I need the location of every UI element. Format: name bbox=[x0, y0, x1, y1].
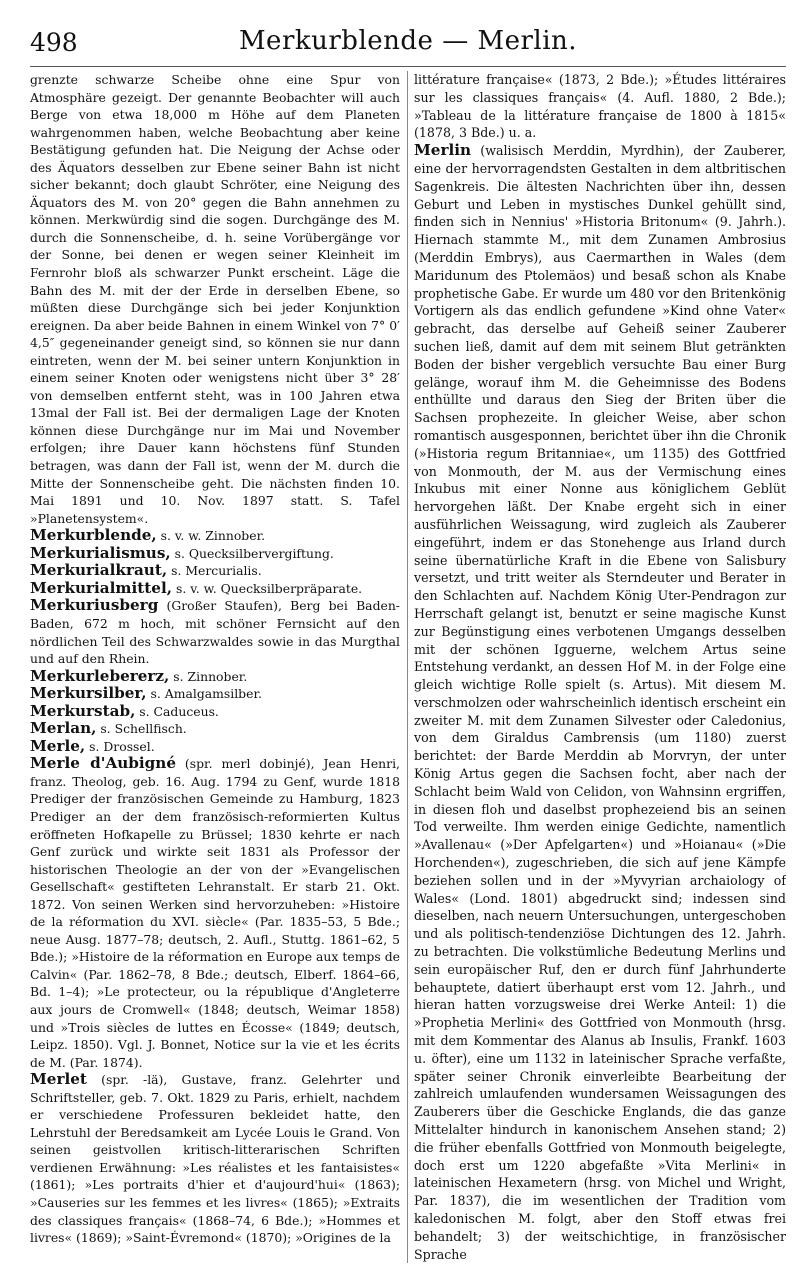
dictionary-entry bbox=[30, 1071, 400, 1246]
header-rule bbox=[30, 66, 786, 67]
entry-text: s. Zinnober. bbox=[169, 668, 248, 684]
dictionary-entry bbox=[30, 755, 400, 1071]
dictionary-entry bbox=[414, 142, 786, 1263]
left-column bbox=[30, 71, 400, 1271]
entry-headword: Merkurialismus, bbox=[30, 543, 171, 562]
entry-text: s. Caduceus. bbox=[135, 703, 219, 719]
entry-text: s. Quecksilbervergiftung. bbox=[170, 545, 334, 561]
entry-headword: Merkuriusberg bbox=[30, 596, 159, 615]
entry-headword: Merkurstab, bbox=[30, 701, 136, 720]
dictionary-entry bbox=[30, 685, 400, 703]
dictionary-entry bbox=[30, 738, 400, 756]
dictionary-entry bbox=[30, 527, 400, 545]
entry-headword: Merkurialmittel, bbox=[30, 578, 173, 597]
dictionary-entry bbox=[30, 580, 400, 598]
entry-headword: Merle d'Aubigné bbox=[30, 754, 176, 773]
dictionary-entry bbox=[30, 597, 400, 667]
entry-text: (spr. merl dobinjé), Jean Henri, franz. Theolog, geb. 16. Aug. 1794 zu Genf, wurde 1818 Prediger der französischen Gemeinde zu Hamburg, 1823 Prediger an der dem französisch-reformierten Kultus eröffneten Hofkapelle zu Brüssel; 1830 kehrte er nach Genf zurück und wirkte seit 1831 als Professor der historischen Theologie an der von der »Evangelischen Gesellschaft« gestifteten Lehranstalt. Er starb 21. Okt. 1872. Von seinen Werken sind hervorzuheben: »Histoire de la réformation du XVI. siècle« (Par. 1835–53, 5 Bde.; neue Ausg. 1877–78; deutsch, 2. Aufl., Stuttg. 1861–62, 5 Bde.); »Histoire de la réformation en Europe aux temps de Calvin« (Par. 1862–78, 8 Bde.; deutsch, Elberf. 1864–66, Bd. 1–4); »Le protecteur, ou la république d'Angleterre aux jours de Cromwell« (1848; deutsch, Weimar 1858) und »Trois siècles de luttes en Écosse« (1849; deutsch, Leipz. 1850). Vgl. J. Bonnet, Notice sur la vie et les écrits de M. (Par. 1874). bbox=[30, 756, 400, 1070]
entry-headword: Merkursilber, bbox=[30, 684, 147, 703]
entry-headword: Merlin bbox=[414, 141, 472, 160]
entry-text: s. Drossel. bbox=[85, 738, 155, 754]
entry-headword: Merle, bbox=[30, 736, 86, 755]
dictionary-entry bbox=[30, 703, 400, 721]
entry-headword: Merkurblende, bbox=[30, 526, 157, 545]
entry-headword: Merkurialkraut, bbox=[30, 561, 168, 580]
entry-text: s. Amalgamsilber. bbox=[146, 686, 262, 702]
entry-text: littérature française« (1873, 2 Bde.); »Études littéraires sur les classiques français« (4. Aufl. 1880, 2 Bde.); »Tableau de la littérature française de 1800 à 1815« (1878, 3 Bde.) u. a. bbox=[414, 72, 786, 141]
entry-text: s. v. w. Zinnober. bbox=[156, 528, 266, 544]
column-divider bbox=[407, 71, 408, 1263]
continued-text bbox=[414, 71, 786, 142]
dictionary-entry bbox=[30, 545, 400, 563]
page-header bbox=[30, 20, 786, 62]
dictionary-entry bbox=[30, 562, 400, 580]
entry-text: grenzte schwarze Scheibe ohne eine Spur von Atmosphäre gezeigt. Der genannte Beobachter will auch Berge von etwa 18,000 m Höhe auf dem Planeten wahrgenommen haben, welche Beobachtung aber keine Bestätigung gefunden hat. Die Neigung der Achse oder des Äquators desselben zur Ebene seiner Bahn ist nicht sicher bekannt; doch glaubt Schröter, eine Neigung des Äquators des M. von 20° gegen die Bahn annehmen zu können. Merkwürdig sind die sogen. Durchgänge des M. durch die Sonnenscheibe, d. h. seine Vorübergänge vor der Sonne, bei denen er wegen seiner Kleinheit im Fernrohr bloß als schwarzer Punkt erscheint. Läge die Bahn des M. mit der der Erde in derselben Ebene, so müßten diese Durchgänge sich bei jeder Konjunktion ereignen. Da aber beide Bahnen in einem Winkel von 7° 0′ 4,5″ gegeneinander geneigt sind, so können sie nur dann eintreten, wenn der M. bei seiner untern Konjunktion in einem seiner Knoten oder wenigstens nicht über 3° 28′ von demselben entfernt steht, was in 100 Jahren etwa 13mal der Fall ist. Bei der dermaligen Lage der Knoten können diese Durchgänge nur im Mai und November erfolgen; ihre Dauer kann höchstens fünf Stunden betragen, was dann der Fall ist, wenn der M. durch die Mitte der Sonnenscheibe geht. Die nächsten finden 10. Mai 1891 und 10. Nov. 1897 statt. S. Tafel »Planetensystem«. bbox=[30, 72, 400, 526]
dictionary-entry bbox=[30, 720, 400, 738]
entry-text: (spr. -lä), Gustave, franz. Gelehrter und Schriftsteller, geb. 7. Okt. 1829 zu Paris, erhielt, nachdem er verschiedene Professuren bekleidet hatte, den Lehrstuhl der Beredsamkeit am Lycée Louis le Grand. Von seinen geistvollen kritisch-litterarischen Schriften verdienen Erwähnung: »Les réalistes et les fantaisistes« (1861); »Les portraits d'hier et d'aujourd'hui« (1863); »Causeries sur les femmes et les livres« (1865); »Extraits des classiques français« (1868–74, 6 Bde.); »Hommes et livres« (1869); »Saint-Évremond« (1870); »Origines de la bbox=[30, 1072, 400, 1246]
entry-text: s. Mercurialis. bbox=[167, 563, 262, 579]
entry-headword: Merlan, bbox=[30, 719, 97, 738]
entry-headword: Merlet bbox=[30, 1070, 87, 1089]
page-number: 498 bbox=[30, 28, 78, 57]
entry-text: (Großer Staufen), Berg bei Baden-Baden, 672 m hoch, mit schöner Fernsicht auf den nördlichen Teil des Schwarzwaldes sowie in das Murgthal und auf den Rhein. bbox=[30, 598, 400, 667]
dictionary-entry bbox=[30, 668, 400, 686]
entry-text: s. Schellfisch. bbox=[96, 721, 187, 737]
entry-text: (walisisch Merddin, Myrdhin), der Zauberer, eine der hervorragendsten Gestalten in dem altbritischen Sagenkreis. Die ältesten Nachrichten über ihn, dessen Geburt und Leben in mystisches Dunkel gehüllt sind, finden sich in Nennius' »Historia Britonum« (9. Jahrh.). Hiernach stammte M., mit dem Zunamen Ambrosius (Merddin Embrys), aus Caermarthen in Wales (dem Maridunum des Ptolemäos) und besaß schon als Knabe prophetische Gabe. Er wurde um 480 vor den Britenkönig Vortigern als das endlich gefundene »Kind ohne Vater« gebracht, das derselbe auf Geheiß seiner Zauberer suchen ließ, damit auf dem mit seinem Blut getränkten Boden der bisher vergeblich versuchte Bau einer Burg gelänge, worauf ihm M. die Geheimnisse des Bodens enthüllte und daraus den Sieg der Briten über die Sachsen prophezeite. In gleicher Weise, aber schon romantisch ausgesponnen, berichtet über ihn die Chronik (»Historia regum Britanniae«, um 1135) des Gottfried von Monmouth, der M. aus der Vermischung eines Inkubus mit einer Nonne aus königlichem Geblüt hervorgehen läßt. Der Knabe ergeht sich in einer ausführlichen Weissagung, wird zugleich als Zauberer eingeführt, indem er das Stonehenge aus Irland durch seine übernatürliche Kraft in die Ebene von Salisbury versetzt, und tritt weiter als Sterndeuter und Berater in den Schlachten auf. Nachdem König Uter-Pendragon zur Herrschaft gelangt ist, benutzt er seine magische Kunst zur Begünstigung eines verbotenen Umgangs desselben mit der schönen Igguerne, welchem Artus seine Entstehung verdankt, an dessen Hof M. in der Folge eine gleich wichtige Rolle spielt (s. Artus). Mit diesem M. verschmolzen oder wahrscheinlich identisch erscheint ein zweiter M. mit dem Zunamen Silvester oder Caledonius, von dem Giraldus Cambrensis (um 1180) zuerst berichtet: der Barde Merddin ab Morvryn, der unter König Artus gegen die Sachsen focht, aber nach der Schlacht beim Wald von Celidon, von Wahnsinn ergriffen, in diesen floh und daselbst prophezeiend bis an seinen Tod verweilte. Ihm werden einige Gedichte, namentlich »Avallenau« (»Der Apfelgarten«) und »Hoianau« (»Die Horchenden«), zugeschrieben, die sich auf jene Kämpfe beziehen sollen und in der »Myvyrian archaiology of Wales« (Lond. 1801) abgedruckt sind; indessen sind dieselben, nach neuern Untersuchungen, untergeschoben und als politisch-tendenziöse Dichtungen des 12. Jahrh. zu betrachten. Die volkstümliche Bedeutung Merlins und sein europäischer Ruf, den er durch fünf Jahrhunderte behauptete, datiert überhaupt erst vom 12. Jahrh., und hieran hatten vorzugsweise drei Werke Anteil: 1) die »Prophetia Merlini« des Gottfried von Monmouth (hrsg. mit dem Kommentar des Alanus ab Insulis, Frankf. 1603 u. öfter), eine um 1132 in lateinischer Sprache verfaßte, später seiner Chronik einverleibte Bearbeitung der zahlreich umlaufenden wundersamen Weissagungen des Zauberers über die Geschicke Englands, die das ganze Mittelalter hindurch in kanonischem Ansehen stand; 2) die früher ebenfalls Gottfried von Monmouth beigelegte, doch erst um 1220 abgefaßte »Vita Merlini« in lateinischen Hexametern (hrsg. von Michel und Wright, Par. 1837), die im wesentlichen der Tradition vom kaledonischen M. folgt, aber den Stoff etwas frei behandelt; 3) der weitschichtige, in französischer Sprache bbox=[414, 143, 786, 1262]
running-head: Merkurblende — Merlin. bbox=[238, 26, 578, 56]
right-column bbox=[414, 71, 786, 1271]
continued-text bbox=[30, 71, 400, 527]
entry-headword: Merkurlebererz, bbox=[30, 666, 170, 685]
entry-text: s. v. w. Quecksilberpräparate. bbox=[172, 580, 363, 596]
